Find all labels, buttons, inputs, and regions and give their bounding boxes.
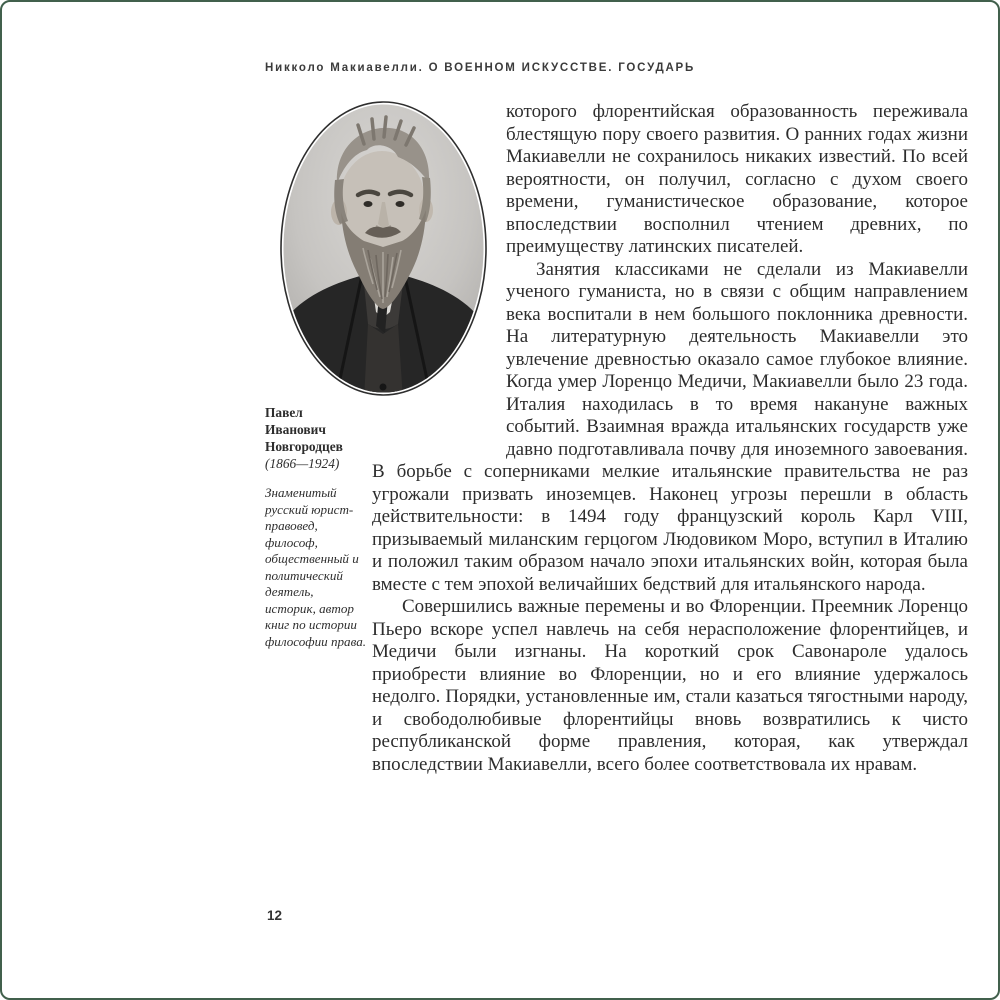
caption-years: (1866—1924)	[265, 456, 340, 471]
portrait-wrap-spacer	[372, 101, 506, 445]
portrait-caption	[265, 404, 367, 650]
running-header: Никколо Макиавелли. О ВОЕННОМ ИСКУССТВЕ. ГОСУДАРЬ	[265, 62, 696, 74]
paragraph-1: которого флорентийская образованность переживала блестящую пору своего развития. О ранних годах жизни Макиавелли не сохранилось никаких известий. По всей вероятности, он получил, согласно с духом своего времени, гуманистическое образование, которое впоследствии восполнил чтением древних, по преимуществу латинских писателей.	[506, 101, 968, 257]
page-number: 12	[267, 908, 283, 923]
caption-name: Павел Иванович Новгородцев	[265, 405, 343, 454]
paragraph-3: Совершились важные перемены и во Флоренции. Преемник Лоренцо Пьеро вскоре успел навлечь на себя нерасположение флорентийцев, и Медичи были изгнаны. На короткий срок Савонароле удалось приобрести влияние во Флоренции, но и его влияние удержалось недолго. Порядки, установленные им, стали казаться тягостными народу, и свободолюбивые флорентийцы вновь возвратились к чисто республиканской форме правления, которая, как утверждал впоследствии Макиавелли, всего более соответствовала их нравам.	[372, 596, 968, 775]
body-text	[372, 101, 968, 776]
paragraph-2: Занятия классиками не сделали из Макиавелли ученого гуманиста, но в связи с общим направлением века воспитали в нем большого поклонника древности. На литературную деятельность Макиавелли это увлечение древностью оказало самое глубокое влияние. Когда умер Лоренцо Медичи, Макиавелли было 23 года. Италия находилась в то время накануне важных событий. Взаимная вражда итальянских государств уже давно подготавливала почву для иноземного завоевания. В борьбе с соперниками мелкие итальянские правительства не раз угрожали призвать иноземцев. Наконец угрозы перешли в область действительности: в 1494 году французский король Карл VIII, призываемый миланским герцогом Людовиком Моро, вступил в Италию и положил таким образом начало эпохи итальянских войн, которая была вместе с тем эпохой величайших бедствий для итальянского народа.	[372, 258, 968, 595]
caption-description: Знаменитый русский юрист-правовед, философ, общественный и политический деятель, историк, автор книг по истории философии права.	[265, 485, 367, 649]
